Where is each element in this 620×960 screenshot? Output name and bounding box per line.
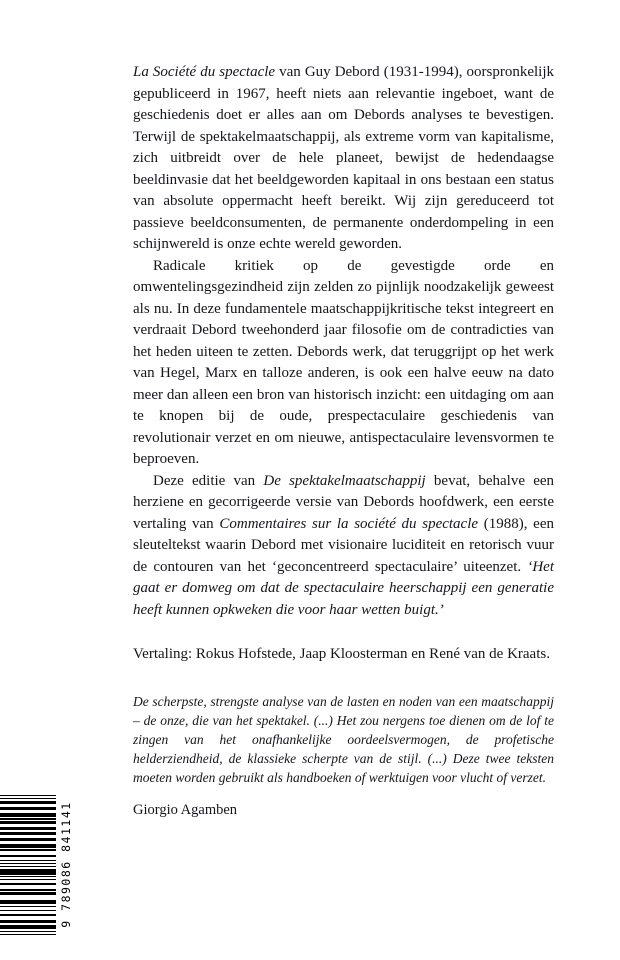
barcode-gap [0, 824, 56, 827]
blurb-paragraph [133, 256, 554, 471]
barcode-bars [0, 794, 56, 935]
review-quote: De scherpste, strengste analyse van de lasten en noden van een maatschappij – de onze, die van het spektakel. (...) Het zou nergens toe dienen om de lof te zingen van het onafhankelijke oordeelsvermogen, de profetische helderziendheid, de klassieke scherpte van de stijl. (...) Deze twee teksten moeten worden gebruikt als handboeken of werktuigen voor vlucht of verzet. [133, 694, 554, 785]
barcode-bar [0, 827, 56, 830]
barcode-gap [0, 932, 56, 933]
barcode-gap [0, 864, 56, 865]
body-text: van Guy Debord (1931-1994), oorspronkelijk gepubliceerd in 1967, heeft niets aan relevantie ingeboet, want de geschiedenis doet er alles aan om Debords analyses te bevestigen. Terwijl de spektakelmaatschappij, als extreme vorm van kapitalisme, zich uitbreidt over de hele planeet, bewijst de hedendaagse beeldinvasie dat het beeldgeworden kapitaal in ons bestaan een status van absolute oppermacht heeft bereikt. Wij zijn gereduceerd tot passieve beeldconsumenten, de permanente onderdompeling in een schijnwereld is onze echte wereld geworden. [133, 64, 554, 252]
barcode-bar [0, 920, 56, 923]
barcode-gap [0, 916, 56, 920]
barcode-bar [0, 869, 56, 875]
body-text: (1988), een sleuteltekst waarin Debord met visionaire luciditeit en retorisch vuur de contouren van het ‘geconcentreerd spectaculaire’ uiteenzet. [133, 515, 554, 575]
body-text: bevat, behalve een herziene en gecorrigeerde versie van Debords hoofdwerk, een eerste vertaling van [133, 472, 555, 532]
barcode-gap [0, 880, 56, 883]
barcode-bar [0, 934, 56, 935]
barcode-bar [0, 795, 56, 796]
barcode-bar [0, 813, 56, 817]
blurb [133, 62, 554, 621]
barcode-bar [0, 879, 56, 880]
review-attribution: Giorgio Agamben [133, 802, 238, 818]
barcode-rotated [0, 794, 76, 935]
barcode-gap [0, 830, 56, 831]
translation-credit: Vertaling: Rokus Hofstede, Jaap Kloosterman en René van de Kraats. [133, 646, 550, 662]
italic-text: La Société du spectacle [133, 64, 276, 80]
barcode-gap [0, 877, 56, 878]
barcode-gap [0, 895, 56, 899]
barcode-number: 9 789086 841141 [59, 801, 73, 928]
barcode-bar [0, 801, 56, 804]
barcode-bar [0, 821, 56, 824]
barcode-bar [0, 876, 56, 877]
barcode-gap [0, 885, 56, 889]
barcode-bar [0, 860, 56, 861]
italic-text: De spektakelmaatschappij [263, 472, 426, 489]
barcode-bar [0, 807, 56, 810]
barcode-gap [0, 911, 56, 914]
barcode-gap [0, 857, 56, 860]
barcode-bar [0, 900, 56, 904]
barcode-bar [0, 925, 56, 929]
barcode-gap [0, 875, 56, 876]
barcode-gap [0, 904, 56, 905]
barcode-gap [0, 851, 56, 855]
barcode-bar [0, 866, 56, 867]
barcode-gap [0, 804, 56, 807]
italic-text: Commentaires sur la société du spectacle [219, 515, 479, 532]
barcode-bar [0, 914, 56, 915]
back-cover-text [133, 62, 554, 820]
barcode-gap [0, 841, 56, 844]
barcode-bar [0, 798, 56, 799]
barcode-gap [0, 820, 56, 821]
barcode-gap [0, 848, 56, 849]
barcode-bar [0, 889, 56, 890]
barcode-bar [0, 892, 56, 895]
barcode-bar [0, 863, 56, 864]
barcode-gap [0, 817, 56, 818]
blurb-paragraph [133, 62, 554, 256]
barcode-bar [0, 849, 56, 850]
barcode-gap [0, 810, 56, 813]
barcode-gap [0, 929, 56, 930]
barcode-bar [0, 931, 56, 932]
barcode-bar [0, 910, 56, 911]
barcode-bar [0, 838, 56, 841]
barcode-bar [0, 883, 56, 884]
blurb-paragraph [133, 471, 554, 622]
barcode-gap [0, 867, 56, 868]
barcode-bar [0, 906, 56, 907]
barcode-gap [0, 835, 56, 838]
barcode-gap [0, 796, 56, 797]
barcode-gap [0, 891, 56, 892]
barcode-gap [0, 923, 56, 924]
barcode-gap [0, 799, 56, 800]
barcode-gap [0, 907, 56, 910]
barcode-bar [0, 832, 56, 835]
body-text: Radicale kritiek op de gevestigde orde en omwentelingsgezindheid zijn zelden zo pijnlijk noodzakelijk geweest als nu. In deze fundamentele maatschappijkritische tekst integreert en verdraait Debord tweehonderd jaar filosofie om de contradicties van het heden uiteen te zetten. Debords werk, dat teruggrijpt op het werk van Hegel, Marx en talloze anderen, is ook een halve eeuw na dato meer dan alleen een bron van historisch inzicht: een uitdaging om aan te knopen bij de oude, prespectaculaire geschiedenis van revolutionair verzet en om nieuwe, antispectaculaire levensvormen te beproeven. [133, 257, 554, 467]
barcode-bar [0, 819, 56, 820]
barcode-bar [0, 855, 56, 856]
isbn-barcode [0, 794, 76, 935]
barcode-bar [0, 844, 56, 848]
barcode-gap [0, 861, 56, 862]
body-text: Deze editie van [153, 472, 264, 489]
italic-text: ‘Het gaat er domweg om dat de spectaculaire heerschappij een generatie heeft kunnen opkweken die voor haar wetten buigt.’ [133, 558, 554, 618]
